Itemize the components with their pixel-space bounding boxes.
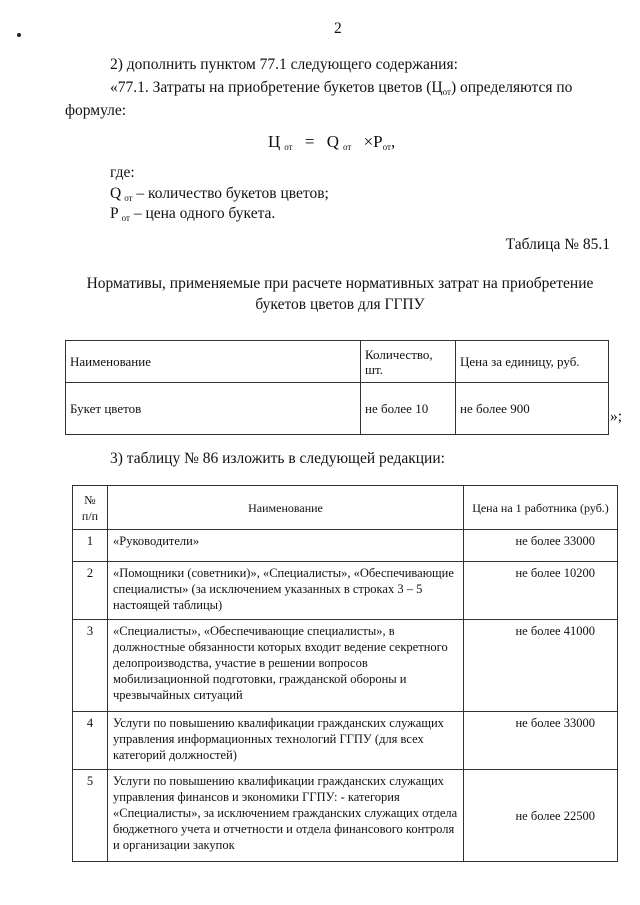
where-q-text: – количество букетов цветов;: [132, 185, 329, 202]
table2-row3-name: «Специалисты», «Обеспечивающие специалисты», в должностные обязанности которых входит ведение секретного делопроизводства, участие в решении вопросов мобилизационной подготовки, гражданской обороны и чрезвычайных ситуаций: [108, 620, 464, 712]
item2-line2-sub: от: [442, 87, 451, 97]
table2-row1-name: «Руководители»: [108, 530, 464, 562]
table2-row2-num: 2: [73, 562, 108, 620]
table2-header-price: Цена на 1 работника (руб.): [464, 486, 618, 530]
where-q: [110, 185, 329, 203]
formula-lhs: Ц: [268, 132, 281, 151]
table2-row1-num: 1: [73, 530, 108, 562]
item2-line2: [110, 79, 610, 97]
item3-text: 3) таблицу № 86 изложить в следующей редакции:: [110, 450, 445, 467]
where-q-sub: от: [124, 193, 133, 203]
table1-label: Таблица № 85.1: [505, 236, 610, 253]
table-row: [73, 562, 618, 620]
item2-line1: 2) дополнить пунктом 77.1 следующего содержания:: [110, 56, 458, 73]
page-number: 2: [334, 20, 342, 37]
table-row: [73, 712, 618, 770]
table1-cell-price: не более 900: [456, 383, 609, 435]
where-p: [110, 205, 275, 223]
table1-closing: »;: [610, 408, 623, 425]
where-q-symbol: Q: [110, 185, 122, 202]
table2-row4-name: Услуги по повышению квалификации гражданских служащих управления информационных технологий ГГПУ (для всех категорий должностей): [108, 712, 464, 770]
table2-row3-num: 3: [73, 620, 108, 712]
table1-header-price: Цена за единицу, руб.: [456, 341, 609, 383]
scan-dot: [17, 33, 21, 37]
item2-line2-end: ) определяются по: [450, 79, 573, 96]
formula: [268, 132, 395, 152]
table2-row2-name: «Помощники (советники)», «Специалисты», «Обеспечивающие специалисты» (за исключением указанных в строках 3 – 5 настоящей таблицы): [108, 562, 464, 620]
where-p-symbol: P: [110, 205, 119, 222]
table1-caption: [60, 273, 620, 315]
formula-q: Q: [326, 132, 339, 151]
table2-header-num: № п/п: [73, 486, 108, 530]
table2-header-name: Наименование: [108, 486, 464, 530]
item2-line2-text: «77.1. Затраты на приобретение букетов цветов (Ц: [110, 79, 443, 96]
table2-row1-price: не более 33000: [464, 530, 618, 562]
table2-row5-num: 5: [73, 770, 108, 862]
where-p-text: – цена одного букета.: [129, 205, 276, 222]
table1-caption-line1: Нормативы, применяемые при расчете нормативных затрат на приобретение: [86, 275, 594, 292]
formula-times: ×: [363, 132, 374, 151]
table1-header-name: Наименование: [66, 341, 361, 383]
table-row: [73, 620, 618, 712]
table1-header-row: [66, 341, 609, 383]
table2-row2-price: не более 10200: [464, 562, 618, 620]
norms-table: [65, 340, 609, 435]
table-row: [73, 530, 618, 562]
where-p-sub: от: [121, 213, 130, 223]
formula-eq: =: [304, 132, 315, 151]
table2-header-row: [73, 486, 618, 530]
table2-row4-num: 4: [73, 712, 108, 770]
table2-row3-price: не более 41000: [464, 620, 618, 712]
formula-comma: ,: [390, 132, 396, 151]
table2-row5-name: Услуги по повышению квалификации гражданских служащих управления финансов и экономики ГГПУ: - категория «Специалисты», за исключением гражданских служащих отдела бюджетного учета и отчетности и отдела финансового контроля и организации закупок: [108, 770, 464, 862]
where-label: где:: [110, 164, 135, 181]
price-table: [72, 485, 618, 862]
formula-p: P: [373, 132, 383, 151]
formula-lhs-sub: от: [284, 142, 293, 152]
formula-p-sub: от: [382, 142, 391, 152]
table1-caption-line2: букетов цветов для ГГПУ: [255, 296, 425, 313]
table2-row4-price: не более 33000: [464, 712, 618, 770]
table-row: [73, 770, 618, 862]
table1-header-qty: Количество, шт.: [361, 341, 456, 383]
table2-row5-price: не более 22500: [464, 770, 618, 862]
table1-cell-name: Букет цветов: [66, 383, 361, 435]
table1-cell-qty: не более 10: [361, 383, 456, 435]
formula-q-sub: от: [342, 142, 352, 152]
item2-line3: формуле:: [65, 102, 127, 119]
table-row: [66, 383, 609, 435]
